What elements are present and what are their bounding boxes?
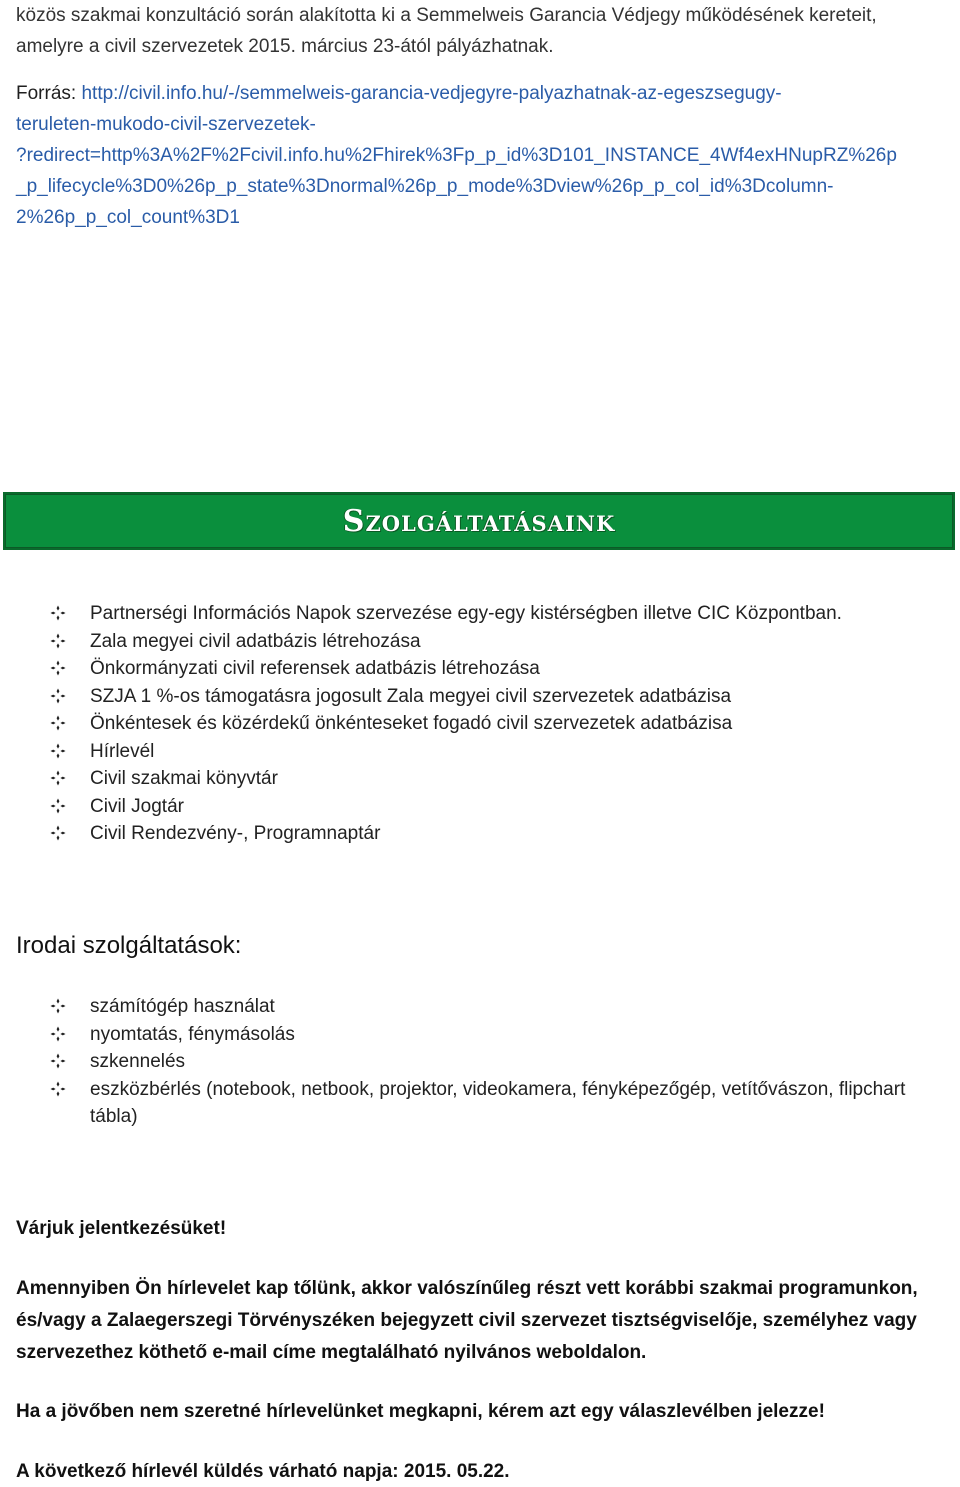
services-banner-title: SZOLGÁLTATÁSAINK [342, 503, 616, 539]
source-label: Forrás: [16, 83, 77, 104]
service-item [80, 793, 950, 821]
service-item-text: Önkéntesek és közérdekű önkénteseket fogadó civil szervezetek adatbázisa [90, 713, 733, 734]
service-item [80, 655, 950, 683]
office-service-item [80, 993, 950, 1021]
service-item-text: Hírlevél [90, 740, 155, 762]
service-item-text: Civil szakmai könyvtár [90, 768, 278, 789]
service-item-text: Önkormányzati civil referensek adatbázis létrehozása [90, 658, 540, 679]
source-url[interactable]: http://civil.info.hu/-/semmelweis-garancia-vedjegyre-palyazhatnak-az-egeszsegugy- [81, 83, 782, 104]
office-service-item [80, 1076, 950, 1131]
office-services-list [80, 993, 950, 1131]
diamond-bullet-icon [50, 770, 66, 786]
source-url[interactable]: ?redirect=http%3A%2F%2Fcivil.info.hu%2Fhirek%3Fp_p_id%3D101_INSTANCE_4Wf4exHNupRZ%26p [16, 145, 897, 166]
closing-info: Amennyiben Ön hírlevelet kap tőlünk, akkor valószínűleg részt vett korábbi szakmai programunkon, és/vagy a Zalaegerszegi Törvényszéken bejegyzett civil szervezet tisztségviselője, személyhez vagy szervezethez köthető e-mail címe megtalálható nyilvános weboldalon. [16, 1278, 918, 1363]
service-item [80, 710, 950, 738]
diamond-bullet-icon [50, 998, 66, 1014]
service-item-text: Zala megyei civil adatbázis létrehozása [90, 630, 421, 652]
diamond-bullet-icon [50, 1026, 66, 1042]
service-item [80, 738, 950, 766]
diamond-bullet-icon [50, 743, 66, 759]
source-url[interactable]: teruleten-mukodo-civil-szervezetek- [16, 114, 316, 135]
closing-unsubscribe: Ha a jövőben nem szeretné hírlevelünket megkapni, kérem azt egy válaszlevélben jelezze! [16, 1401, 825, 1422]
diamond-bullet-icon [50, 1053, 66, 1069]
service-item [80, 628, 950, 656]
diamond-bullet-icon [50, 605, 66, 621]
office-service-item-text: számítógép használat [90, 996, 275, 1017]
diamond-bullet-icon [50, 715, 66, 731]
diamond-bullet-icon [50, 825, 66, 841]
service-item-text: Civil Rendezvény-, Programnaptár [90, 823, 381, 844]
office-services-title: Irodai szolgáltatások: [16, 932, 242, 959]
office-service-item-text: szkennelés [90, 1051, 186, 1072]
closing-next-date: A következő hírlevél küldés várható napja: 2015. 05.22. [16, 1461, 510, 1482]
service-item [80, 820, 950, 848]
services-list [80, 600, 950, 848]
office-service-item [80, 1021, 950, 1049]
diamond-bullet-icon [50, 798, 66, 814]
source-url[interactable]: 2%26p_p_col_count%3D1 [16, 207, 240, 228]
services-banner [3, 492, 955, 550]
diamond-bullet-icon [50, 1081, 66, 1097]
service-item-text: SZJA 1 %-os támogatásra jogosult Zala megyei civil szervezetek adatbázisa [90, 685, 732, 707]
service-item [80, 683, 950, 711]
source-url[interactable]: _p_lifecycle%3D0%26p_p_state%3Dnormal%26p_p_mode%3Dview%26p_p_col_id%3Dcolumn- [16, 176, 834, 197]
closing-wait: Várjuk jelentkezésüket! [16, 1218, 227, 1239]
intro-line: közös szakmai konzultáció során alakította ki a Semmelweis Garancia Védjegy működésének kereteit, [16, 5, 877, 26]
diamond-bullet-icon [50, 633, 66, 649]
office-service-item [80, 1048, 950, 1076]
service-item-text: Civil Jogtár [90, 795, 184, 817]
diamond-bullet-icon [50, 660, 66, 676]
service-item-text: Partnerségi Információs Napok szervezése egy-egy kistérségben illetve CIC Központban. [90, 603, 842, 624]
intro-paragraph [16, 0, 946, 62]
intro-line: amelyre a civil szervezetek 2015. március 23-ától pályázhatnak. [16, 36, 554, 57]
diamond-bullet-icon [50, 688, 66, 704]
service-item [80, 600, 950, 628]
source-citation [16, 78, 951, 233]
office-service-item-text: nyomtatás, fénymásolás [90, 1023, 295, 1045]
service-item [80, 765, 950, 793]
office-service-item-text: eszközbérlés (notebook, netbook, projektor, videokamera, fényképezőgép, vetítővászon, flipchart tábla) [90, 1078, 906, 1127]
